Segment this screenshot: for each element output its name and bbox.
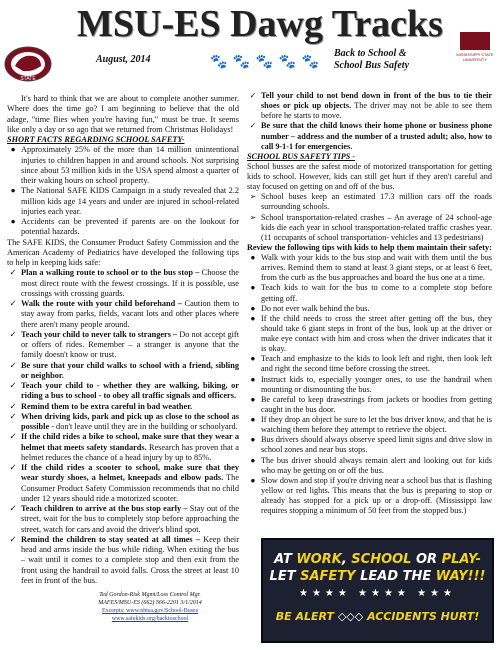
safety-slogan-banner [261,538,494,643]
checkmark-icon: ✓ [9,268,17,278]
list-item: ✓ Walk the route with your child beforehand – Caution them to stay away from parks, fields, vacant lots and other places where there aren't many people around. [7,299,239,330]
checkmark-icon: ✓ [9,299,17,308]
list-item: ✓ If the child rides a scooter to school, make sure that they wear sturdy shoes, a helmet, kneepads and elbow pads. The Consumer Product Safety Commission recommends that no child under 12 years should ride a motorized scooter. [7,463,239,504]
msu-state-seal-icon [3,44,53,84]
footer-credits [60,591,240,623]
list-item: ✓ Tell your child to not bend down in front of the bus to tie their shoes or pick up objects. The driver may not be able to see them before he starts to move. [247,91,492,121]
arrow-bullet-icon: ➢ [249,212,257,222]
list-item: ✓ Teach your child to - whether they are walking, biking, or riding a bus to school - to obey all traffic signals and officers. [7,381,239,402]
bullet-icon: ● [250,415,256,424]
list-item: ➢ School transportation-related crashes – An average of 24 school-age kids die each year in school transportation-related traffic crashes year. (11 occupants of school transportation- vehicles and 13 pedestrians) [247,213,492,243]
msu-logo-mark-icon [460,32,490,50]
seal-label: STATE [20,76,36,82]
slogan-line-2: LET SAFETY LEAD THE WAY!!! [269,569,486,584]
slogan-line-1: AT WORK, SCHOOL OR PLAY- [274,552,481,567]
list-item: ● The National SAFE KIDS Campaign in a study revealed that 2.2 million kids age 14 years and under are injured in school-related injuries each year. [7,186,239,217]
msu-logo-text: MISSISSIPPI STATE UNIVERSITY [456,52,494,62]
bullet-icon: ● [10,145,16,155]
list-item: ● Instruct kids to, especially younger ones, to use the handrail when mounting or dismounting the bus. [247,375,492,395]
bullet-icon: ● [250,313,256,323]
subtitle-line-1: Back to School & [334,48,407,59]
list-item: ● Bus drivers should always observe speed limit signs and drive slow in school zones and near bus stops. [247,435,492,455]
checkmark-icon: ✓ [9,401,17,411]
list-item: ➢ School buses keep an estimated 17.3 million cars off the roads surrounding schools. [247,192,492,212]
bus-safety-heading: SCHOOL BUS SAFETY TIPS - [247,151,356,161]
list-item: ✓ If the child rides a bike to school, make sure that they wear a helmet that meets safety standards. Research has proven that a helmet reduces the chance of a head injury by up to 85%. [7,432,239,463]
checkmark-icon: ✓ [9,463,17,472]
list-item: ● If they drop an object be sure to let the bus driver know, and that he is watching them before they attempt to retrieve the object. [247,415,492,435]
checkmark-icon: ✓ [9,504,17,513]
checkmark-icon: ✓ [9,411,17,421]
checkmark-icon: ✓ [9,381,17,390]
bus-intro-paragraph: School busses are the safest mode of motorized transportation for getting kids to school. However, kids can still get hurt if they aren't careful and stay focused on getting on and off of the bus. [247,161,492,192]
list-item: ✓ Plan a walking route to school or to the bus stop – Choose the most direct route with the fewest crossings. If it is possible, use crossings with crossing guards. [7,268,239,299]
bullet-icon: ● [250,253,256,262]
list-item: ● Slow down and stop if you're driving near a school bus that is flashing yellow or red lights. This means that the bus is preparing to stop or already has stopped for a pick up or a drop-off. (Mississippi law requires stopping a minimum of 50 feet from the stopped bus.) [247,476,492,517]
list-item: ✓ When driving kids, park and pick up as close to the school as possible - don't leave until they are in the building or schoolyard. [7,412,239,433]
list-item: ● Teach kids to wait for the bus to come to a complete stop before getting off. [247,283,492,303]
continued-tips-list [247,91,492,152]
bullet-icon: ● [10,217,16,226]
bullet-icon: ● [250,374,256,384]
bullet-icon: ● [250,455,256,465]
arrow-bullet-icon: ➢ [249,192,257,202]
masthead [0,0,502,95]
bus-tips-list [247,253,492,516]
list-item: ● Walk with your kids to the bus stop and wait with them until the bus arrives. Remind them to stand at least 3 giant steps, or at least 6 feet, from the curb as the bus approaches and board the bus one at a time. [247,253,492,283]
bullet-icon: ● [250,394,256,404]
bus-stats-list [247,192,492,243]
list-item: ● Approximately 25% of the more than 14 million unintentional injuries to children happen in and around schools. Not surprising since about 53 million kids in the USA spend almost a quarter of their waking hours on school property. [7,145,239,186]
newsletter-title: MSU-ES Dawg Tracks [77,3,443,45]
list-item: ✓ Be sure that the child knows their home phone or business phone number – address and the number of a trusted adult; also, how to call 9-1-1 for emergencies. [247,121,492,151]
facts-list [7,145,239,237]
consumer-paragraph: The SAFE KIDS, the Consumer Product Safety Commission and the American Academy of Pediatrics have developed the following tips to help in keeping kids safe: [7,237,239,267]
list-item: ✓ Remind the children to stay seated at all times – Keep their head and arms inside the bus while riding. When exiting the bus – wait until it comes to a complete stop and then exit from the front using the handrail to avoid falls. Cross the street at least 10 feet in front of the bus. [7,535,239,586]
checkmark-icon: ✓ [249,121,257,131]
bullet-icon: ● [250,303,256,313]
review-heading: Review the following tips with kids to help them maintain their safety: [247,242,492,252]
footer-author: Ted Gordon-Risk Mgmt/Loss Control Mgr. [99,592,201,598]
slogan-line-3: BE ALERT ◇◇◇ ACCIDENTS HURT! [275,610,480,623]
bullet-icon: ● [250,475,256,485]
subtitle-line-2: School Bus Safety [334,60,410,71]
checkmark-icon: ✓ [9,360,17,370]
list-item: ● The bus driver should always remain alert and looking out for kids who may be getting on or off the bus. [247,456,492,476]
bullet-icon: ● [250,354,256,364]
paw-prints-icon: 🐾 🐾 🐾 🐾 🐾 [210,55,321,70]
facts-heading: SHORT FACTS REGARDING SCHOOL SAFETY- [7,135,185,144]
list-item: ● Do not ever walk behind the bus. [247,304,492,314]
list-item: ✓ Teach your child to never talk to strangers – Do not accept gift or offers of rides. Remember – a stranger is anyone that the family doesn't know or trust. [7,330,239,361]
issue-subtitle [334,48,454,72]
msu-logo [452,32,498,62]
issue-date: August, 2014 [96,54,151,65]
list-item: ✓ Remind them to be extra careful in bad weather. [7,402,239,412]
checkmark-icon: ✓ [9,432,17,442]
intro-paragraph: It's hard to think that we are about to complete another summer. Where does the time go? I am beginning to believe that the old adage, "time flies when you're having fun," must be true. It seems like only a day or so ago that we returned from Christmas Holidays! [7,94,239,134]
bullet-icon: ● [250,435,256,445]
stars-divider-icon: ★★★★ ★★★★ ★★★ [299,588,456,599]
list-item: ● Teach and emphasize to the kids to look left and right, then look left and right the second time before crossing the street. [247,354,492,374]
list-item: ✓ Teach children to arrive at the bus stop early – Stay out of the street, wait for the bus to completely stop before approaching the street, watch for cars and avoid the driver's blind spot. [7,504,239,535]
list-item: ✓ Be sure that your child walks to school with a friend, sibling or neighbor. [7,361,239,382]
footer-excerpts-link[interactable]: Excerpts: www.nhtsa.gov/School-Buses [101,608,199,614]
tips-list [7,268,239,586]
list-item: ● If the child needs to cross the street after getting off the bus, they should take 6 giant steps in front of the bus, look up at the driver or make eye contact with him and cross when the driver indicates that it is okay. [247,314,492,355]
checkmark-icon: ✓ [9,329,17,339]
list-item: ● Accidents can be prevented if parents are on the lookout for potential hazards. [7,217,239,238]
bullet-icon: ● [250,283,256,293]
checkmark-icon: ✓ [9,534,17,544]
checkmark-icon: ✓ [249,91,257,100]
left-column [7,94,239,586]
right-column [247,91,492,516]
list-item: ● Be careful to keep drawstrings from jackets or hoodies from getting caught in the bus door. [247,395,492,415]
bullet-icon: ● [10,186,16,196]
footer-contact: MAFES/MSU-ES (662) 566-2201 3/1/2014 [98,600,202,606]
footer-safekids-link[interactable]: www.safekids.org/backtoschool [111,616,189,622]
